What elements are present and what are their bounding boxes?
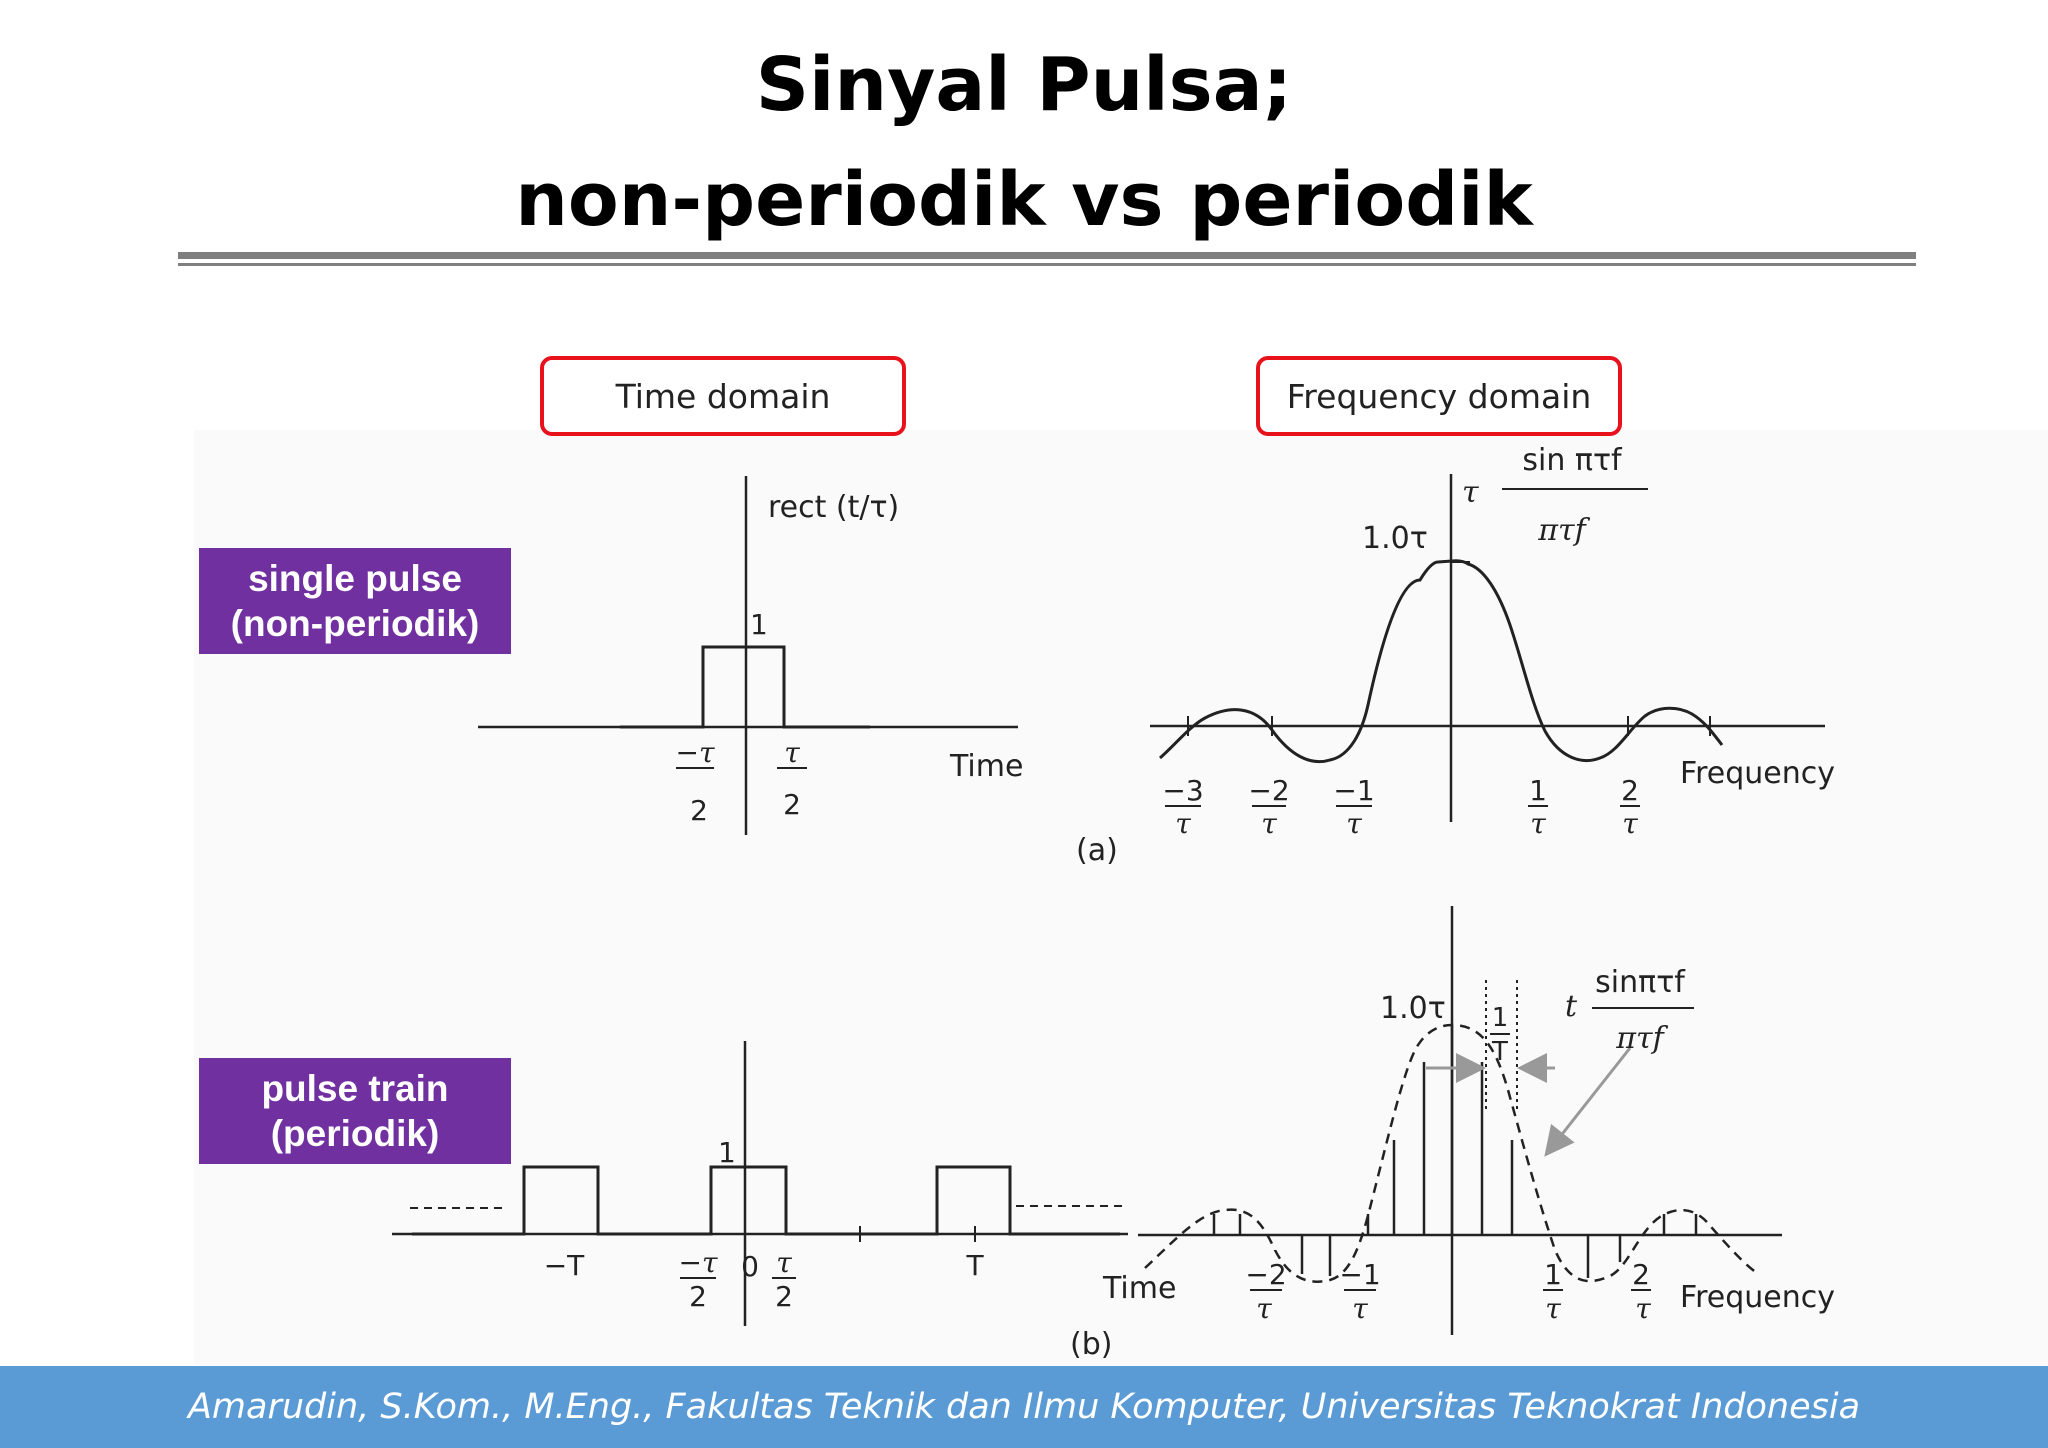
footer-credit: Amarudin, S.Kom., M.Eng., Fakultas Teknik dan Ilmu Komputer, Universitas Teknokrat Indonesia [187, 1387, 1861, 1427]
tick-label-b-pos2-num: 2 [1632, 1258, 1650, 1291]
pulse-train [412, 1167, 1120, 1234]
neg-half-tau-num-b: −τ [678, 1246, 718, 1279]
pulse-train-time-plot [392, 1041, 1128, 1326]
tick-label-b-neg1-num: −1 [1339, 1258, 1381, 1291]
line-spectrum-frequency-plot [1138, 906, 1782, 1335]
tick-label-neg3-den: τ [1175, 807, 1191, 840]
tick-label-b-pos1-num: 1 [1544, 1258, 1562, 1291]
single-pulse-tag-line2: (non-periodik) [230, 603, 480, 644]
neg-half-tau-den: 2 [690, 794, 708, 827]
slide-title-line2: non-periodik vs periodik [515, 157, 1533, 243]
spacing-den: T [1492, 1037, 1508, 1067]
tick-label-b-neg1-den: τ [1352, 1292, 1368, 1325]
spectral-lines [1214, 1025, 1696, 1278]
rect-function-label: rect (t/τ) [768, 490, 900, 525]
sinc-tick-labels-a [1162, 774, 1640, 840]
tick-label-b-neg2-den: τ [1256, 1292, 1272, 1325]
frequency-axis-label-b: Frequency [1680, 1280, 1835, 1315]
caption-a: (a) [1076, 833, 1118, 868]
tick-label-b-pos2-den: τ [1635, 1292, 1651, 1325]
tick-label-pos-period: T [966, 1249, 984, 1282]
single-pulse-time-plot [478, 476, 1018, 835]
slide-title-line1: Sinyal Pulsa; [755, 42, 1293, 128]
sinc-denominator-b: πτf [1616, 1021, 1664, 1056]
tick-label-zero-b: 0 [741, 1250, 759, 1283]
peak-label-b: 1.0τ [1380, 991, 1446, 1026]
envelope-pointer-arrow [1548, 1048, 1630, 1152]
tick-label-pos2-num: 2 [1621, 774, 1639, 807]
tick-label-pos1-den: τ [1530, 807, 1546, 840]
pulse-amplitude-label-b: 1 [718, 1136, 736, 1169]
footer-bar [0, 1366, 2048, 1448]
pos-half-tau-num: τ [784, 736, 800, 769]
sinc-denominator-a: πτf [1538, 513, 1586, 548]
tick-label-pos1-num: 1 [1529, 774, 1547, 807]
time-domain-text: Time domain [615, 376, 831, 416]
tick-label-neg-period: −T [543, 1249, 585, 1282]
time-axis-label-b: Time [1103, 1271, 1177, 1306]
peak-label-a: 1.0τ [1362, 521, 1428, 556]
sinc-numerator-a: sin πτf [1522, 443, 1622, 478]
tick-label-neg3-num: −3 [1162, 774, 1204, 807]
pulse-amplitude-label-a: 1 [750, 608, 768, 641]
tick-label-neg1-num: −1 [1333, 774, 1375, 807]
single-pulse-tag-line1: single pulse [248, 558, 462, 599]
tick-label-neg2-num: −2 [1248, 774, 1290, 807]
pos-half-tau-den: 2 [783, 788, 801, 821]
spacing-num: 1 [1491, 1003, 1509, 1033]
tick-label-b-neg2-num: −2 [1245, 1258, 1287, 1291]
tick-label-neg1-den: τ [1346, 807, 1362, 840]
frequency-axis-label-a: Frequency [1680, 756, 1835, 791]
caption-b: (b) [1070, 1327, 1113, 1362]
spectrum-tick-labels-b [1245, 1258, 1651, 1325]
pulse-train-tag-line2: (periodik) [270, 1113, 440, 1154]
pos-half-tau-den-b: 2 [775, 1280, 793, 1313]
neg-half-tau-num: −τ [675, 736, 715, 769]
pulse-train-tag-line1: pulse train [261, 1068, 449, 1109]
pos-half-tau-num-b: τ [776, 1246, 792, 1279]
neg-half-tau-den-b: 2 [689, 1280, 707, 1313]
sinc-coef-b: t [1565, 989, 1578, 1024]
frequency-domain-text: Frequency domain [1286, 376, 1592, 416]
time-axis-label-a: Time [950, 749, 1024, 784]
sinc-numerator-b: sinπτf [1595, 965, 1685, 1000]
sinc-coef-a: τ [1462, 475, 1479, 510]
tick-label-b-pos1-den: τ [1545, 1292, 1561, 1325]
tick-label-pos2-den: τ [1622, 807, 1638, 840]
sinc-curve [1160, 561, 1722, 762]
tick-label-neg2-den: τ [1261, 807, 1277, 840]
